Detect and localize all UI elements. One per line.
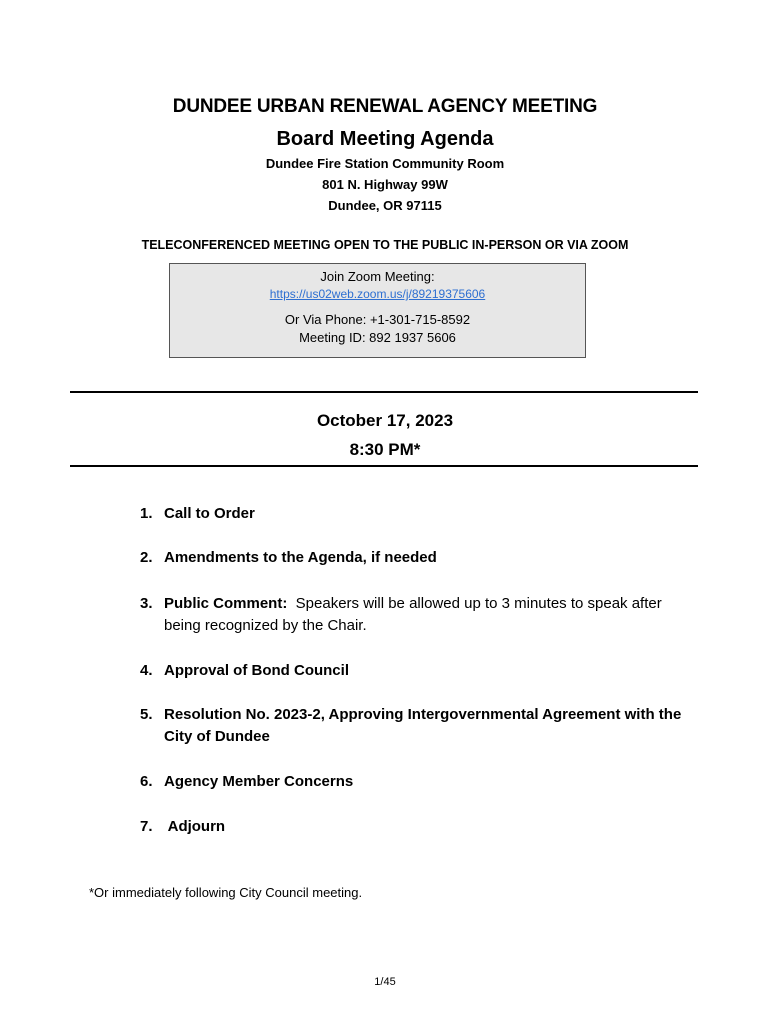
- location-name: Dundee Fire Station Community Room: [265, 156, 505, 171]
- teleconference-notice: TELECONFERENCED MEETING OPEN TO THE PUBLIC IN-PERSON OR VIA ZOOM: [141, 238, 629, 252]
- footnote: *Or immediately following City Council meeting.: [89, 885, 363, 900]
- agenda-item-description: Speakers will be allowed up to 3 minutes to speak after being recognized by the Chair.: [164, 595, 666, 634]
- agenda-item-number: 6.: [140, 773, 153, 790]
- agency-title: DUNDEE URBAN RENEWAL AGENCY MEETING: [172, 96, 598, 117]
- agenda-item-title: Adjourn: [164, 818, 226, 835]
- agenda-item-number: 1.: [140, 505, 153, 522]
- divider-bottom: [70, 465, 698, 467]
- agenda-item-number: 4.: [140, 662, 153, 679]
- zoom-phone: Or Via Phone: +1-301-715-8592: [284, 312, 471, 327]
- agenda-item-amendments: [140, 547, 700, 569]
- agenda-item-number: 3.: [140, 595, 153, 612]
- agenda-item-call-to-order: [140, 503, 700, 525]
- agenda-item-bond-council: [140, 660, 700, 682]
- agenda-title: Board Meeting Agenda: [276, 128, 494, 150]
- city-state-zip: Dundee, OR 97115: [328, 198, 442, 213]
- zoom-meeting-id: Meeting ID: 892 1937 5606: [299, 330, 456, 345]
- agenda-item-number: 5.: [140, 706, 153, 723]
- agenda-item-title: Call to Order: [164, 505, 255, 522]
- agenda-item-number: 2.: [140, 549, 153, 566]
- divider-top: [70, 391, 698, 393]
- agenda-item-title: Approval of Bond Council: [164, 662, 349, 679]
- agenda-item-title: Amendments to the Agenda, if needed: [164, 549, 437, 566]
- agenda-item-adjourn: [140, 816, 700, 838]
- zoom-meeting-link[interactable]: https://us02web.zoom.us/j/89219375606: [269, 287, 486, 301]
- meeting-date: October 17, 2023: [316, 411, 454, 430]
- zoom-join-label: Join Zoom Meeting:: [320, 269, 435, 284]
- zoom-info-box: [169, 263, 586, 358]
- agenda-item-public-comment: [140, 593, 700, 637]
- agenda-item-title: Agency Member Concerns: [164, 773, 354, 790]
- street-address: 801 N. Highway 99W: [322, 177, 448, 192]
- meeting-time: 8:30 PM*: [349, 440, 421, 459]
- agenda-item-title: Public Comment:: [164, 595, 288, 612]
- agenda-item-resolution: [140, 704, 700, 748]
- agenda-item-member-concerns: [140, 771, 700, 793]
- page-number: 1/45: [374, 976, 396, 988]
- agenda-item-number: 7.: [140, 818, 153, 835]
- agenda-item-title: Resolution No. 2023-2, Approving Intergovernmental Agreement with the City of Dundee: [164, 706, 682, 745]
